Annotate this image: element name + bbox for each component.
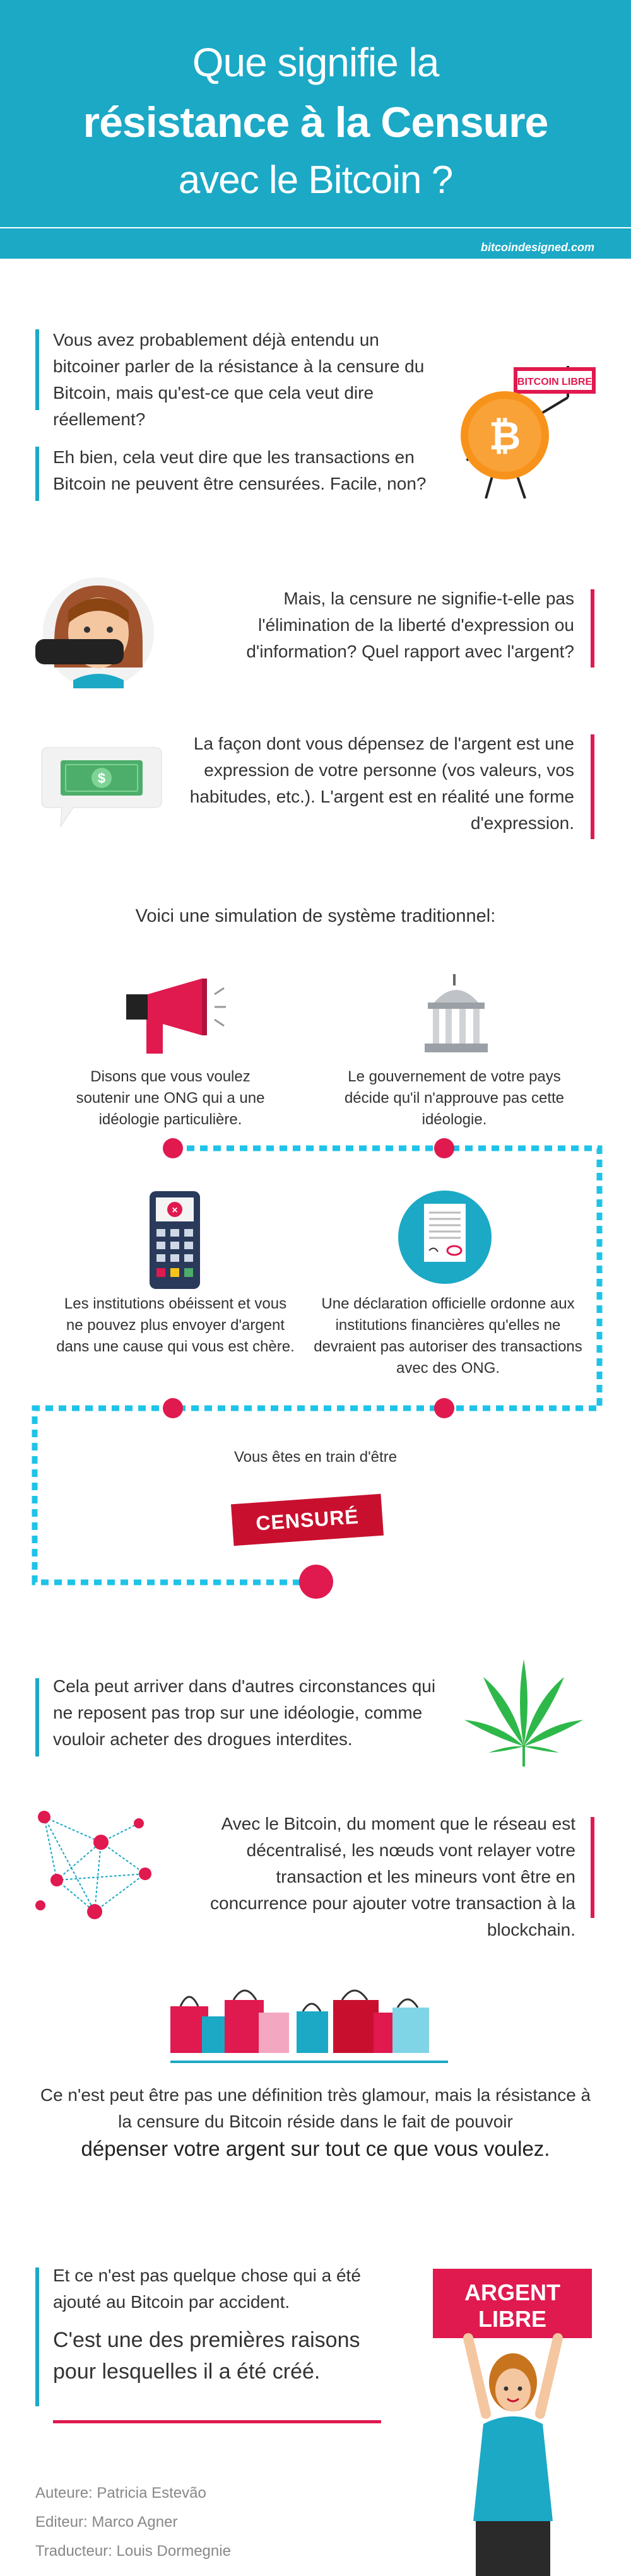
credit-editor: Editeur: Marco Agner [35,2514,178,2531]
silenced-woman-illustration [35,573,162,693]
cross-icon: × [172,1205,178,1216]
megaphone-rim [202,979,207,1035]
woman-arm-right [540,2338,558,2414]
path-dot [163,1398,183,1418]
woman-pants [476,2521,550,2576]
step-1-text: Disons que vous voulez soutenir une ONG qui a une idéologie particulière. [76,1068,265,1128]
site-link[interactable]: bitcoindesigned.com [480,241,594,254]
woman-eye [518,2387,522,2391]
conclusion-text-2: C'est une des premières raisons pour lesquelles il a été créé. [53,2328,360,2384]
shopping-bag [202,2016,227,2053]
sound-line [215,1020,224,1026]
woman-arm-left [468,2338,486,2414]
site-bar [0,237,631,260]
woman-shirt [473,2416,553,2521]
header-divider [0,227,631,228]
result-text: Vous êtes en train d'être [233,1449,398,1466]
step-3-text: Une déclaration officielle ordonne aux institutions financières qu'elles ne devraient pas autoriser des transactions avec des ONG. [314,1295,582,1377]
credit-author: Auteure: Patricia Estevão [35,2485,206,2502]
title-line-1: Que signifie la [192,40,439,85]
sign-text-line-1: ARGENT [464,2279,560,2305]
megaphone-handle [126,994,148,1020]
building-base [425,1044,488,1052]
woman-sign-illustration [429,2269,599,2576]
sign-text-line-2: LIBRE [478,2306,546,2332]
shopping-bag [297,2011,328,2053]
shopping-bag [259,2013,289,2053]
dollar-icon: $ [97,770,106,786]
shopping-bags-illustration [170,1981,448,2063]
quote-bar [591,589,594,668]
sound-line [215,988,224,994]
leaf-blades [464,1659,583,1753]
quote-bar [35,1678,39,1756]
credit-translator: Traducteur: Louis Dormegnie [35,2543,231,2560]
money-text: La façon dont vous dépensez de l'argent est une expression de votre personne (vos valeurs, vos habitudes, etc.). L'argent est en réalité une forme d'expression. [189,734,574,833]
path-end-dot [299,1565,333,1599]
government-building-icon [422,974,491,1059]
header-banner [0,0,631,237]
step-2-text: Le gouvernement de votre pays décide qu'il n'approuve pas cette idéologie. [344,1068,565,1128]
leaf-stem [522,1745,525,1767]
building-column [473,1009,480,1044]
network-node-icons [35,1811,151,1919]
official-document-icon [398,1190,492,1285]
conclusion-text-1: Et ce n'est pas quelque chose qui a été ajouté au Bitcoin par accident. [53,2266,361,2312]
building-column [445,1009,452,1044]
building-column [433,1009,439,1044]
censured-stamp: CENSURÉ [231,1494,384,1546]
money-bubble-illustration [35,738,168,833]
network-text: Avec le Bitcoin, du moment que le réseau est décentralisé, les nœuds vont relayer votre transaction et les mineurs vont être en concurrence pour ajouter votre transaction à la blockchain. [210,1814,575,1939]
conclusion-underline [53,2420,381,2423]
flag-pole [453,974,456,985]
eye-right [107,626,113,633]
shopping-text-a: Ce n'est peut être pas une définition très glamour, mais la résistance à la censure du Bitcoin réside dans le fait de pouvoir [40,2085,591,2131]
bitcoin-symbol-icon: ₿ [488,415,521,458]
quote-bar [35,447,39,501]
woman-face [495,2368,531,2411]
bitcoin-leg-right [517,476,525,498]
network-nodes-illustration [32,1804,158,1931]
step-4-text: Les institutions obéissent et vous ne pouvez plus envoyer d'argent dans une cause qui vous est chère. [56,1295,295,1355]
quote-bar [591,734,594,839]
building-pediment [428,1003,485,1009]
shopping-bag [392,2008,429,2053]
drugs-text: Cela peut arriver dans d'autres circonstances qui ne reposent pas trop sur une idéologie, comme vouloir acheter des drogues interdites. [53,1676,436,1749]
terminal-keypad [156,1229,193,1262]
megaphone-grip [146,1020,163,1054]
site-divider [0,259,631,260]
simulation-title: Voici une simulation de système traditionnel: [135,906,496,926]
shopping-bag [225,2000,264,2053]
building-column [459,1009,466,1044]
clear-key [170,1268,179,1277]
bitcoin-leg-left [486,476,492,498]
title-line-3: avec le Bitcoin ? [178,158,453,202]
building-dome [434,990,478,1003]
woman-eye [504,2387,509,2391]
network-links [44,1817,145,1912]
path-dot [434,1398,454,1418]
bitcoin-character-illustration [442,353,599,505]
cannabis-leaf-icon [461,1658,587,1772]
sign-text: BITCOIN LIBRE [517,377,593,387]
shopping-text-b: dépenser votre argent sur tout ce que vous voulez. [81,2137,550,2160]
title-line-2: résistance à la Censure [83,98,548,146]
quote-bar [591,1817,594,1918]
intro-paragraph-2: Eh bien, cela veut dire que les transactions en Bitcoin ne peuvent être censurées. Facile, non? [53,447,427,493]
ok-key [184,1268,193,1277]
question-text: Mais, la censure ne signifie-t-elle pas l'élimination de la liberté d'expression ou d'information? Quel rapport avec l'argent? [246,589,574,661]
payment-terminal-icon [146,1191,203,1292]
quote-bar [35,2267,39,2406]
quote-bar [35,329,39,410]
path-dot [434,1138,454,1158]
shopping-bag [333,2000,379,2053]
path-dot [163,1138,183,1158]
eye-left [84,626,90,633]
shopping-bag [374,2013,395,2053]
gagging-hand [35,639,124,664]
megaphone-icon [120,975,227,1057]
bag-handles [180,1991,418,2011]
intro-paragraph-1: Vous avez probablement déjà entendu un bitcoiner parler de la résistance à la censure du Bitcoin, mais qu'est-ce que cela veut dire réellement? [53,330,425,429]
shelf-line [170,2061,448,2063]
cancel-key [156,1268,165,1277]
